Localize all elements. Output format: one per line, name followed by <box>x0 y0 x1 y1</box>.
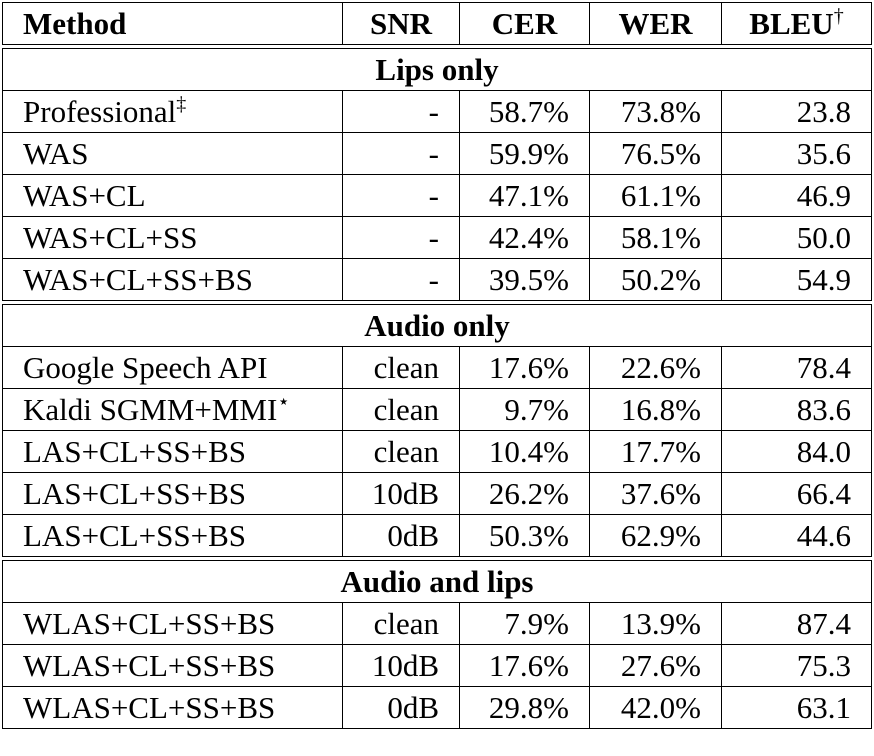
cell-method <box>3 645 343 687</box>
cell-bleu: 83.6 <box>722 389 872 431</box>
method-name: LAS+CL+SS+BS <box>23 518 247 553</box>
cell-snr: - <box>343 217 460 259</box>
method-name: WAS+CL+SS+BS <box>23 262 253 297</box>
table-row <box>3 473 872 515</box>
method-name: WAS+CL+SS <box>23 220 198 255</box>
cell-cer: 17.6% <box>460 347 590 389</box>
header-method: Method <box>3 3 343 45</box>
cell-snr: 10dB <box>343 473 460 515</box>
cell-wer: 61.1% <box>590 175 722 217</box>
cell-method <box>3 431 343 473</box>
table-row <box>3 91 872 133</box>
method-name: WAS <box>23 136 89 171</box>
table-row <box>3 217 872 259</box>
method-name: LAS+CL+SS+BS <box>23 434 247 469</box>
cell-method <box>3 389 343 431</box>
cell-bleu: 46.9 <box>722 175 872 217</box>
cell-cer: 29.8% <box>460 687 590 729</box>
cell-bleu: 66.4 <box>722 473 872 515</box>
cell-cer: 50.3% <box>460 515 590 557</box>
method-name: Kaldi SGMM+MMI <box>23 392 278 427</box>
cell-snr: - <box>343 259 460 301</box>
method-footnote-mark: ⋆ <box>277 391 290 413</box>
cell-wer: 73.8% <box>590 91 722 133</box>
cell-snr: - <box>343 175 460 217</box>
cell-bleu: 75.3 <box>722 645 872 687</box>
cell-snr: - <box>343 91 460 133</box>
header-bleu <box>722 3 872 45</box>
table-row <box>3 175 872 217</box>
table-row <box>3 133 872 175</box>
cell-method <box>3 91 343 133</box>
section-title: Audio only <box>3 305 872 347</box>
table-row <box>3 645 872 687</box>
cell-cer: 10.4% <box>460 431 590 473</box>
header-row <box>3 3 872 45</box>
cell-cer: 7.9% <box>460 603 590 645</box>
cell-method <box>3 687 343 729</box>
cell-method <box>3 217 343 259</box>
table-body <box>3 45 872 729</box>
header-wer: WER <box>590 3 722 45</box>
cell-method <box>3 347 343 389</box>
table-row <box>3 347 872 389</box>
cell-wer: 37.6% <box>590 473 722 515</box>
cell-wer: 42.0% <box>590 687 722 729</box>
cell-snr: 0dB <box>343 687 460 729</box>
cell-cer: 58.7% <box>460 91 590 133</box>
cell-snr: - <box>343 133 460 175</box>
header-snr: SNR <box>343 3 460 45</box>
cell-method <box>3 473 343 515</box>
table-row <box>3 259 872 301</box>
cell-method <box>3 175 343 217</box>
cell-method <box>3 515 343 557</box>
cell-snr: clean <box>343 389 460 431</box>
section-title: Audio and lips <box>3 561 872 603</box>
cell-cer: 47.1% <box>460 175 590 217</box>
section-title: Lips only <box>3 49 872 91</box>
section-header-row <box>3 305 872 347</box>
cell-wer: 22.6% <box>590 347 722 389</box>
cell-wer: 27.6% <box>590 645 722 687</box>
cell-wer: 13.9% <box>590 603 722 645</box>
table-row <box>3 389 872 431</box>
method-name: Professional <box>23 94 177 129</box>
cell-bleu: 35.6 <box>722 133 872 175</box>
cell-wer: 50.2% <box>590 259 722 301</box>
cell-bleu: 63.1 <box>722 687 872 729</box>
cell-method <box>3 259 343 301</box>
method-name: WLAS+CL+SS+BS <box>23 606 276 641</box>
cell-snr: clean <box>343 603 460 645</box>
table-row <box>3 603 872 645</box>
cell-bleu: 54.9 <box>722 259 872 301</box>
cell-cer: 42.4% <box>460 217 590 259</box>
header-bleu-label: BLEU <box>749 6 834 41</box>
cell-cer: 39.5% <box>460 259 590 301</box>
table-row <box>3 515 872 557</box>
cell-method <box>3 603 343 645</box>
section-header-row <box>3 49 872 91</box>
cell-snr: 0dB <box>343 515 460 557</box>
cell-cer: 26.2% <box>460 473 590 515</box>
cell-snr: 10dB <box>343 645 460 687</box>
cell-cer: 17.6% <box>460 645 590 687</box>
method-name: WAS+CL <box>23 178 146 213</box>
cell-cer: 9.7% <box>460 389 590 431</box>
method-name: Google Speech API <box>23 350 268 385</box>
cell-snr: clean <box>343 347 460 389</box>
cell-wer: 62.9% <box>590 515 722 557</box>
cell-cer: 59.9% <box>460 133 590 175</box>
table-row <box>3 687 872 729</box>
header-cer: CER <box>460 3 590 45</box>
cell-wer: 76.5% <box>590 133 722 175</box>
section-header-row <box>3 561 872 603</box>
results-table <box>2 2 872 729</box>
method-name: WLAS+CL+SS+BS <box>23 648 276 683</box>
method-name: LAS+CL+SS+BS <box>23 476 247 511</box>
cell-snr: clean <box>343 431 460 473</box>
cell-wer: 58.1% <box>590 217 722 259</box>
table-row <box>3 431 872 473</box>
method-name: WLAS+CL+SS+BS <box>23 690 276 725</box>
cell-wer: 17.7% <box>590 431 722 473</box>
header-bleu-mark: † <box>833 5 844 27</box>
method-footnote-mark: ‡ <box>176 93 187 115</box>
cell-method <box>3 133 343 175</box>
cell-wer: 16.8% <box>590 389 722 431</box>
cell-bleu: 84.0 <box>722 431 872 473</box>
cell-bleu: 87.4 <box>722 603 872 645</box>
cell-bleu: 44.6 <box>722 515 872 557</box>
cell-bleu: 50.0 <box>722 217 872 259</box>
cell-bleu: 78.4 <box>722 347 872 389</box>
cell-bleu: 23.8 <box>722 91 872 133</box>
